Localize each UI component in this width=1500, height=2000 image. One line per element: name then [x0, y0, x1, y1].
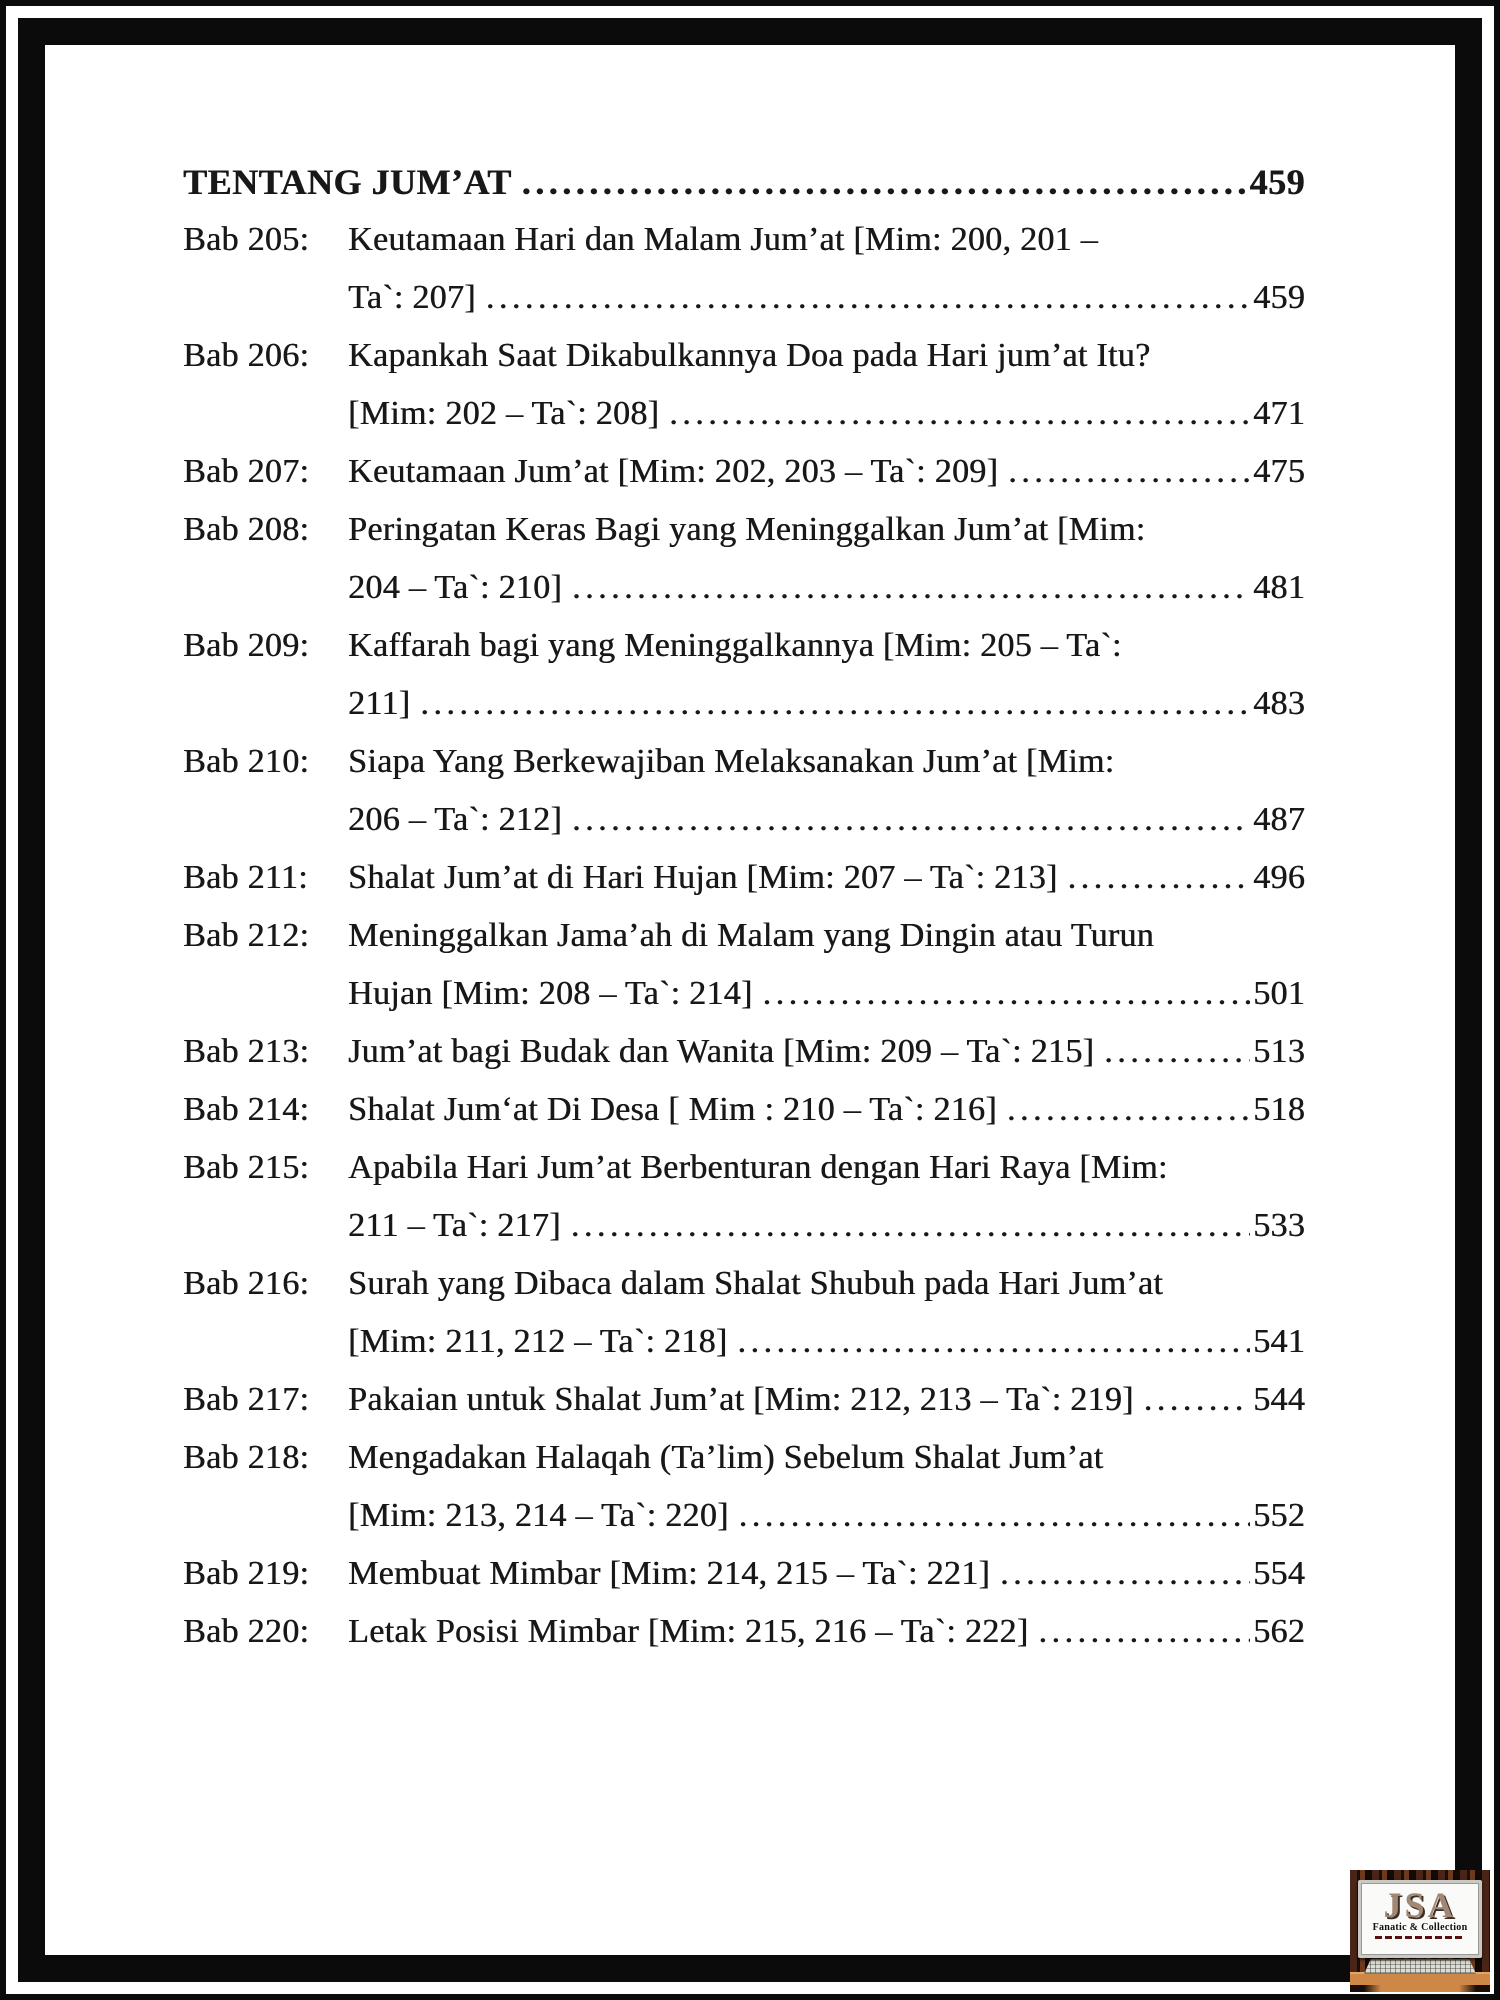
chapter-title-line: Mengadakan Halaqah (Ta’lim) Sebelum Shalat Jum’at: [348, 1439, 1104, 1476]
monitor-screen: [1361, 1883, 1479, 1955]
monitor-icon: [1358, 1880, 1482, 1958]
dot-leader: [669, 385, 1250, 443]
chapter-line: [348, 1371, 1305, 1429]
chapter-title-line: 204 – Ta`: 210]: [348, 569, 562, 606]
chapter-label: Bab 207:: [183, 453, 310, 490]
chapter-content: [348, 1139, 1305, 1255]
chapter-line: [348, 1139, 1305, 1197]
chapter-title-line: Shalat Jum’at di Hari Hujan [Mim: 207 – Ta`: 213]: [348, 859, 1058, 896]
section-header: [183, 153, 1305, 211]
chapter-content: [348, 1429, 1305, 1545]
chapter-title-line: [Mim: 202 – Ta`: 208]: [348, 395, 660, 432]
chapter-content: [348, 1371, 1305, 1429]
dot-leader: [737, 1313, 1250, 1371]
page-number: 518: [1253, 1091, 1305, 1128]
chapter-label: Bab 209:: [183, 627, 310, 664]
section-title: TENTANG JUM’AT: [183, 162, 512, 202]
chapter-line: [348, 269, 1305, 327]
chapter-line: [348, 1603, 1305, 1661]
chapter-line: [348, 327, 1305, 385]
page-number: 544: [1253, 1381, 1305, 1418]
chapter-line: [348, 733, 1305, 791]
chapter-label: Bab 212:: [183, 917, 310, 954]
logo-subtitle: Fanatic & Collection: [1372, 1922, 1468, 1933]
dot-leader: [486, 269, 1250, 327]
toc-entry: [183, 327, 1305, 443]
page-number: 562: [1253, 1613, 1305, 1650]
chapter-title-line: Kapankah Saat Dikabulkannya Doa pada Hari jum’at Itu?: [348, 337, 1151, 374]
page-number: 552: [1253, 1497, 1305, 1534]
chapter-content: [348, 1255, 1305, 1371]
page-number: 554: [1253, 1555, 1305, 1592]
desk-icon: [1350, 1972, 1490, 1992]
chapter-line: [348, 1023, 1305, 1081]
chapter-content: [348, 1603, 1305, 1661]
page-number: 459: [1253, 279, 1305, 316]
chapter-title-line: Keutamaan Hari dan Malam Jum’at [Mim: 200, 201 –: [348, 221, 1098, 258]
toc-entry: [183, 443, 1305, 501]
chapter-label: Bab 205:: [183, 221, 310, 258]
chapter-label: Bab 217:: [183, 1381, 310, 1418]
chapter-title-line: Kaffarah bagi yang Meninggalkannya [Mim: 205 – Ta`:: [348, 627, 1122, 664]
chapter-label: Bab 211:: [183, 859, 308, 896]
dot-leader: [420, 675, 1250, 733]
chapter-title-line: Membuat Mimbar [Mim: 214, 215 – Ta`: 221]: [348, 1555, 990, 1592]
chapter-title-line: 206 – Ta`: 212]: [348, 801, 562, 838]
toc-entry: [183, 211, 1305, 327]
chapter-content: [348, 617, 1305, 733]
page-number: 533: [1253, 1207, 1305, 1244]
chapter-content: [348, 501, 1305, 617]
chapter-line: [348, 1429, 1305, 1487]
chapter-title-line: Keutamaan Jum’at [Mim: 202, 203 – Ta`: 209]: [348, 453, 999, 490]
chapter-line: [348, 559, 1305, 617]
chapter-label: Bab 210:: [183, 743, 310, 780]
toc-entry: [183, 501, 1305, 617]
page-number: 481: [1253, 569, 1305, 606]
chapter-line: [348, 211, 1305, 269]
chapter-line: [348, 617, 1305, 675]
dot-leader: [1068, 849, 1251, 907]
chapter-title-line: Pakaian untuk Shalat Jum’at [Mim: 212, 213 – Ta`: 219]: [348, 1381, 1134, 1418]
chapter-line: [348, 443, 1305, 501]
chapter-content: [348, 849, 1305, 907]
toc-entry: [183, 733, 1305, 849]
chapter-title-line: 211 – Ta`: 217]: [348, 1207, 561, 1244]
chapter-content: [348, 907, 1305, 1023]
chapter-label: Bab 213:: [183, 1033, 310, 1070]
toc-entry: [183, 617, 1305, 733]
chapter-content: [348, 443, 1305, 501]
chapter-line: [348, 1197, 1305, 1255]
toc-entry: [183, 1603, 1305, 1661]
chapter-label: Bab 208:: [183, 511, 310, 548]
toc-entry: [183, 1255, 1305, 1371]
chapter-content: [348, 327, 1305, 443]
chapter-label: Bab 215:: [183, 1149, 310, 1186]
chapter-title-line: Peringatan Keras Bagi yang Meninggalkan Jum’at [Mim:: [348, 511, 1146, 548]
inner-frame: [18, 18, 1482, 1982]
chapter-title-line: [Mim: 213, 214 – Ta`: 220]: [348, 1497, 729, 1534]
chapter-line: [348, 501, 1305, 559]
chapter-label: Bab 220:: [183, 1613, 310, 1650]
chapter-title-line: 211]: [348, 685, 411, 722]
chapter-title-line: Apabila Hari Jum’at Berbenturan dengan Hari Raya [Mim:: [348, 1149, 1168, 1186]
chapter-line: [348, 791, 1305, 849]
dot-leader: [1000, 1545, 1250, 1603]
jsa-logo: [1350, 1870, 1490, 1992]
table-of-contents: [183, 153, 1305, 1661]
page-number: 483: [1253, 685, 1305, 722]
toc-entry: [183, 1545, 1305, 1603]
chapter-title-line: Jum’at bagi Budak dan Wanita [Mim: 209 – Ta`: 215]: [348, 1033, 1095, 1070]
chapter-label: Bab 219:: [183, 1555, 310, 1592]
dot-leader: [1144, 1371, 1250, 1429]
chapter-line: [348, 1487, 1305, 1545]
logo-tagline-microtext: [1375, 1936, 1465, 1939]
toc-entry: [183, 1023, 1305, 1081]
dot-leader: [571, 1197, 1250, 1255]
page-number: 496: [1253, 859, 1305, 896]
keyboard-icon: [1364, 1959, 1476, 1974]
chapter-label: Bab 214:: [183, 1091, 310, 1128]
chapter-line: [348, 1255, 1305, 1313]
chapter-line: [348, 965, 1305, 1023]
page-number: 513: [1253, 1033, 1305, 1070]
chapter-title-line: Letak Posisi Mimbar [Mim: 215, 216 – Ta`: 222]: [348, 1613, 1029, 1650]
chapter-title-line: Shalat Jum‘at Di Desa [ Mim : 210 – Ta`: 216]: [348, 1091, 997, 1128]
chapter-content: [348, 1081, 1305, 1139]
chapter-title-line: Meninggalkan Jama’ah di Malam yang Dingin atau Turun: [348, 917, 1154, 954]
page-number: 501: [1253, 975, 1305, 1012]
chapter-content: [348, 733, 1305, 849]
dot-leader: [763, 965, 1251, 1023]
dot-leader: [1008, 443, 1250, 501]
chapter-line: [348, 675, 1305, 733]
toc-entry: [183, 1081, 1305, 1139]
toc-entry: [183, 907, 1305, 1023]
chapter-label: Bab 218:: [183, 1439, 310, 1476]
chapter-line: [348, 385, 1305, 443]
section-page-number: 459: [1249, 162, 1305, 202]
chapter-content: [348, 1545, 1305, 1603]
toc-entry: [183, 1429, 1305, 1545]
page-number: 541: [1253, 1323, 1305, 1360]
chapter-line: [348, 1081, 1305, 1139]
toc-entry: [183, 849, 1305, 907]
chapter-content: [348, 1023, 1305, 1081]
logo-initials: JSA: [1383, 1885, 1457, 1925]
chapter-title-line: Ta`: 207]: [348, 279, 476, 316]
chapter-title-line: Surah yang Dibaca dalam Shalat Shubuh pada Hari Jum’at: [348, 1265, 1163, 1302]
dot-leader: [572, 791, 1250, 849]
dot-leader: [1104, 1023, 1250, 1081]
toc-entry: [183, 1139, 1305, 1255]
chapter-line: [348, 1313, 1305, 1371]
dot-leader: [1038, 1603, 1250, 1661]
chapter-title-line: [Mim: 211, 212 – Ta`: 218]: [348, 1323, 728, 1360]
page-number: 487: [1253, 801, 1305, 838]
dot-leader: [1007, 1081, 1250, 1139]
toc-entry: [183, 1371, 1305, 1429]
chapter-line: [348, 1545, 1305, 1603]
toc-entries: [183, 211, 1305, 1661]
dot-leader: [739, 1487, 1250, 1545]
chapter-title-line: Hujan [Mim: 208 – Ta`: 214]: [348, 975, 753, 1012]
chapter-line: [348, 849, 1305, 907]
page-number: 475: [1253, 453, 1305, 490]
chapter-label: Bab 206:: [183, 337, 310, 374]
chapter-line: [348, 907, 1305, 965]
chapter-content: [348, 211, 1305, 327]
page-number: 471: [1253, 395, 1305, 432]
dot-leader: [522, 153, 1247, 211]
chapter-title-line: Siapa Yang Berkewajiban Melaksanakan Jum’at [Mim:: [348, 743, 1115, 780]
dot-leader: [572, 559, 1250, 617]
chapter-label: Bab 216:: [183, 1265, 310, 1302]
scanned-page: [45, 45, 1468, 1955]
